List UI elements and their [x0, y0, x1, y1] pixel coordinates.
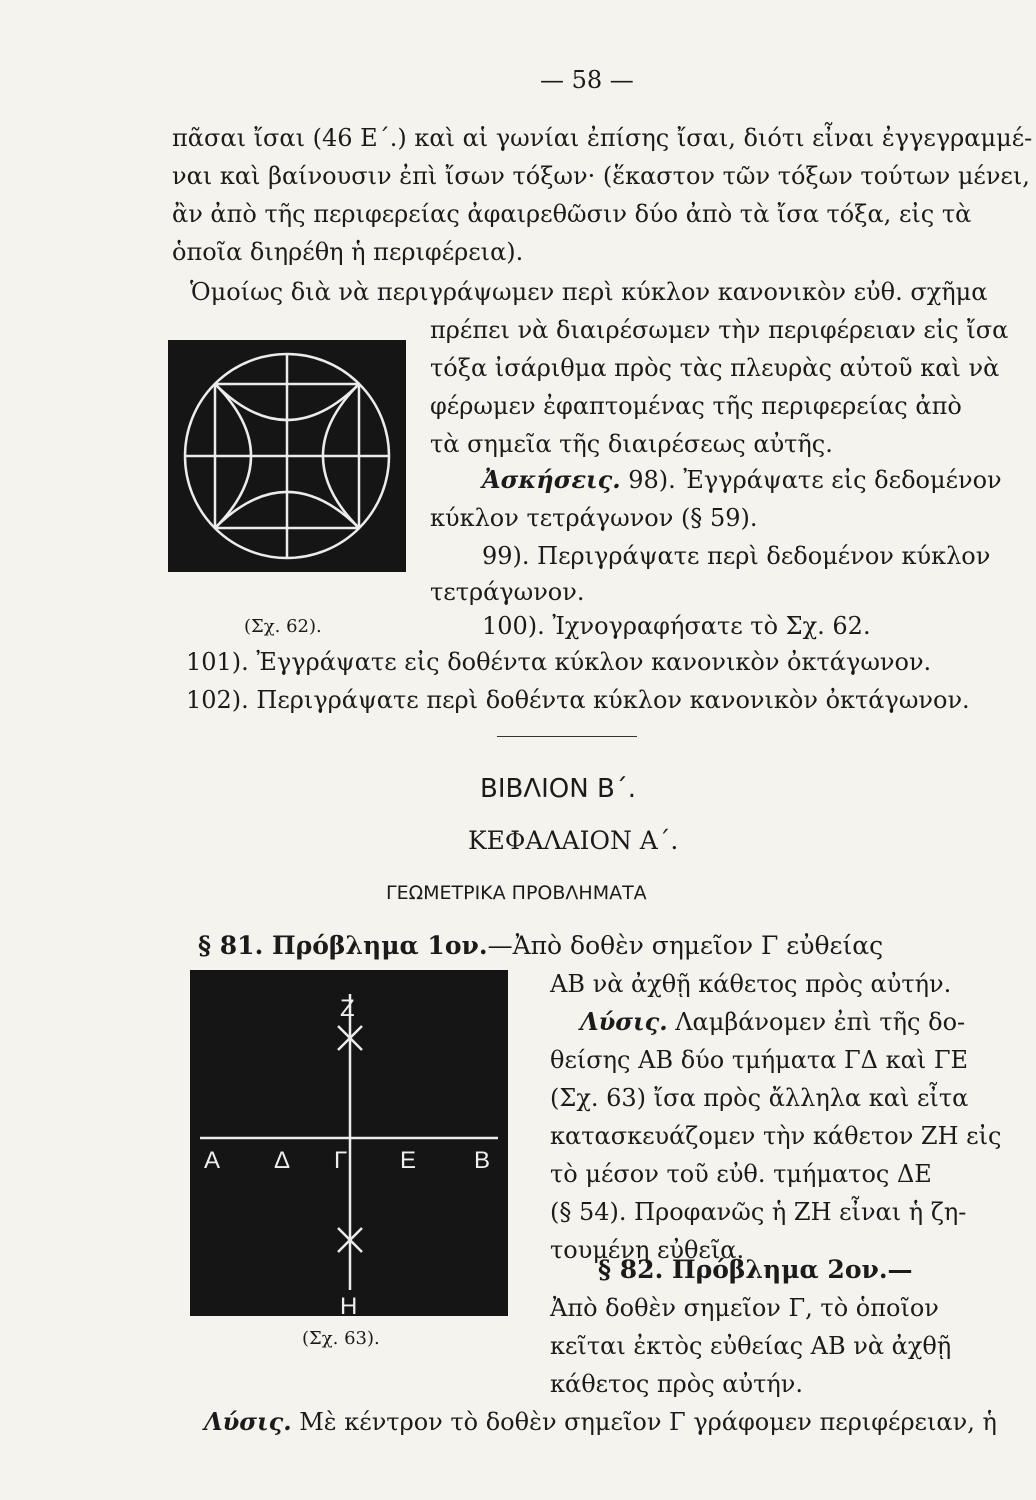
fig63-label-E: Ε [400, 1147, 417, 1174]
exercise-98: 98). Ἐγγράψατε εἰς δεδομένον [628, 466, 1002, 494]
text-line: ὁποῖα διηρέθη ἡ περιφέρεια). [172, 238, 524, 266]
fig63-label-B: Β [474, 1147, 491, 1174]
figure-62-drawing [168, 340, 406, 572]
problem-82-heading [598, 1254, 913, 1286]
text-line: τὰ σημεῖα τῆς διαιρέσεως αὐτῆς. [430, 430, 833, 458]
page-number: — 58 — [540, 66, 634, 94]
fig63-label-Gamma: Γ [334, 1147, 348, 1174]
solution-text: Μὲ κέντρον τὸ δοθὲν σημεῖον Γ γράφομεν περιφέρειαν, ἡ [299, 1408, 997, 1436]
text-line: φέρωμεν ἐφαπτομένας τῆς περιφερείας ἀπὸ [430, 392, 962, 420]
figure-63 [190, 970, 508, 1316]
fig63-label-Z: Ζ [340, 995, 355, 1022]
fig63-label-Delta: Δ [274, 1147, 291, 1174]
text-line: κατασκευάζομεν τὴν κάθετον ΖΗ εἰς [550, 1122, 1002, 1150]
text-line: κάθετος πρὸς αὐτήν. [550, 1370, 803, 1398]
fig63-label-H: Η [340, 1293, 358, 1316]
text-line: κύκλον τετράγωνον (§ 59). [430, 504, 758, 532]
text-line: κεῖται ἐκτὸς εὐθείας ΑΒ νὰ ἀχθῇ [550, 1332, 952, 1360]
text-line: (§ 54). Προφανῶς ἡ ΖΗ εἶναι ἡ ζη- [550, 1198, 967, 1226]
chapter-title: ΚΕΦΑΛΑΙΟΝ Α΄. [468, 826, 679, 855]
problem-82-heading-text: § 82. Πρόβλημα 2ον.— [598, 1255, 913, 1284]
text-line: τετράγωνον. [430, 578, 585, 606]
fig63-label-A: Α [204, 1147, 221, 1174]
book-title: ΒΙΒΛΙΟΝ Β΄. [480, 774, 637, 804]
exercises-label: Ἀσκήσεις. [482, 465, 621, 494]
figure-63-drawing [190, 970, 508, 1316]
section-title: ΓΕΩΜΕΤΡΙΚΑ ΠΡΟΒΛΗΜΑΤΑ [386, 882, 647, 904]
solution-text: Λαμβάνομεν ἐπὶ τῆς δο- [675, 1008, 966, 1036]
figure-63-caption: (Σχ. 63). [302, 1328, 380, 1349]
problem-81-heading: § 81. Πρόβλημα 1ον. [198, 931, 488, 960]
text-line: πᾶσαι ἴσαι (46 Ε΄.) καὶ αἱ γωνίαι ἐπίσης ἴσαι, διότι εἶναι ἐγγεγραμμέ- [172, 124, 1033, 152]
text-line: Ὁμοίως διὰ νὰ περιγράψωμεν περὶ κύκλον κανονικὸν εὐθ. σχῆμα [190, 278, 988, 306]
exercise-100: 100). Ἰχνογραφήσατε τὸ Σχ. 62. [482, 612, 871, 640]
text-line: Ἀπὸ δοθὲν σημεῖον Γ, τὸ ὁποῖον [550, 1294, 939, 1322]
text-line: τὸ μέσον τοῦ εὐθ. τμήματος ΔΕ [550, 1160, 932, 1188]
text-line: θείσης ΑΒ δύο τμήματα ΓΔ καὶ ΓΕ [550, 1046, 969, 1074]
problem-81-line [198, 930, 883, 962]
figure-62-caption: (Σχ. 62). [244, 616, 322, 637]
section-divider [497, 736, 637, 737]
figure-62 [168, 340, 406, 572]
text-line: (Σχ. 63) ἴσα πρὸς ἄλληλα καὶ εἶτα [550, 1084, 969, 1112]
exercise-101: 101). Ἐγγράψατε εἰς δοθέντα κύκλον κανονικὸν ὀκτάγωνον. [186, 648, 932, 676]
solution-1-line [580, 1006, 965, 1038]
solution-2-line [204, 1406, 997, 1438]
text-line: τουμένη εὐθεῖα. [550, 1236, 745, 1264]
text-line: ΑΒ νὰ ἀχθῇ κάθετος πρὸς αὐτήν. [550, 970, 952, 998]
text-line: ναι καὶ βαίνουσιν ἐπὶ ἴσων τόξων· (ἕκαστον τῶν τόξων τούτων μένει, [172, 162, 1030, 190]
exercise-102: 102). Περιγράψατε περὶ δοθέντα κύκλον κανονικὸν ὀκτάγωνον. [186, 686, 970, 714]
text-line: τόξα ἰσάριθμα πρὸς τὰς πλευρὰς αὐτοῦ καὶ νὰ [430, 354, 1000, 382]
exercise-99: 99). Περιγράψατε περὶ δεδομένον κύκλον [482, 542, 991, 570]
solution-label: Λύσις. [204, 1407, 292, 1436]
text-line: πρέπει νὰ διαιρέσωμεν τὴν περιφέρειαν εἰς ἴσα [430, 316, 1009, 344]
solution-label: Λύσις. [580, 1007, 668, 1036]
text-line: ἂν ἀπὸ τῆς περιφερείας ἀφαιρεθῶσιν δύο ἀπὸ τὰ ἴσα τόξα, εἰς τὰ [172, 200, 972, 228]
problem-81-statement: —Ἀπὸ δοθὲν σημεῖον Γ εὐθείας [487, 931, 884, 960]
exercises-line [482, 464, 1002, 496]
